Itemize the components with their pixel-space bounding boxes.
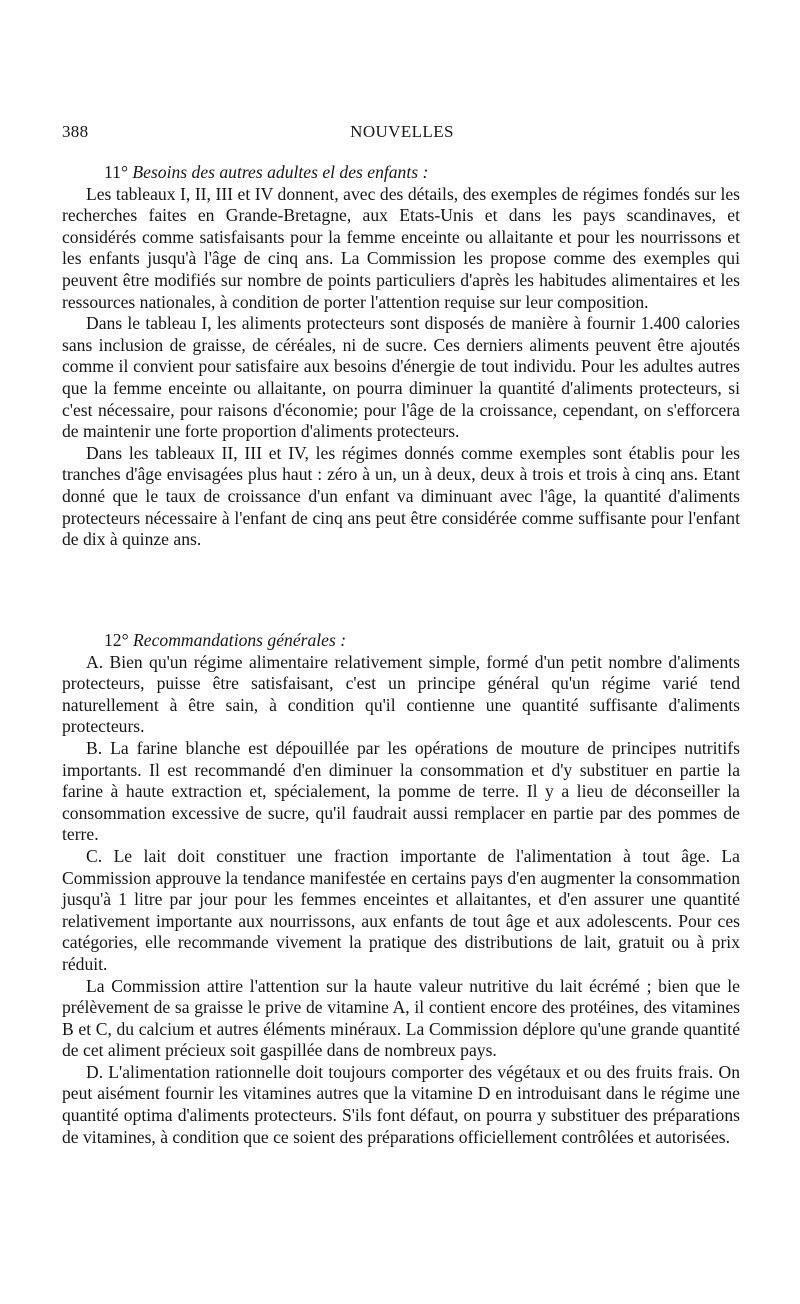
page-header	[62, 122, 742, 146]
paragraph: Les tableaux I, II, III et IV donnent, avec des détails, des exemples de régimes fondés sur les recherches faites en Grande-Bretagne, aux Etats-Unis et dans les pays scandinaves, et considérés comme satisfaisants pour la femme enceinte ou allaitante et pour les nourrissons et les enfants jusqu'à l'âge de cinq ans. La Commission les propose comme des exemples qui peuvent être modifiés sur nombre de points particuliers d'après les habitudes alimentaires et les ressources nationales, à condition de porter l'attention requise sur leur composition.	[62, 183, 740, 312]
paragraph: La Commission attire l'attention sur la haute valeur nutritive du lait écrémé ; bien que le prélèvement de sa graisse le prive de vitamine A, il contient encore des protéines, des vitamines B et C, du calcium et autres éléments minéraux. La Commission déplore qu'une grande quantité de cet aliment précieux soit gaspillée dans de nombreux pays.	[62, 975, 740, 1061]
section-number: 12°	[104, 630, 129, 650]
paragraph: Dans les tableaux II, III et IV, les régimes donnés comme exemples sont établis pour les tranches d'âge envisagées plus haut : zéro à un, un à deux, deux à trois et trois à cinq ans. Etant donné que le taux de croissance d'un enfant va diminuant avec l'âge, la quantité d'aliments protecteurs nécessaire à l'enfant de cinq ans peut être considérée comme suffisante pour l'enfant de dix à quinze ans.	[62, 442, 740, 550]
paragraph: A. Bien qu'un régime alimentaire relativement simple, formé d'un petit nombre d'aliments protecteurs, puisse être satisfaisant, c'est un principe général qu'un régime varié tend naturellement à être sain, à condition qu'il contienne une quantité suffisante d'aliments protecteurs.	[62, 651, 740, 737]
paragraph: B. La farine blanche est dépouillée par les opérations de mouture de principes nutritifs importants. Il est recommandé d'en diminuer la consommation et d'y substituer en partie la farine à haute extraction et, spécialement, la pomme de terre. Il y a lieu de déconseiller la consommation excessive de sucre, qu'il faudrait aussi remplacer en partie par des pommes de terre.	[62, 737, 740, 845]
section-12	[62, 630, 740, 1148]
section-11	[62, 162, 740, 551]
paragraph: Dans le tableau I, les aliments protecteurs sont disposés de manière à fournir 1.400 calories sans inclusion de graisse, de céréales, ni de sucre. Ces derniers aliments peuvent être ajoutés comme il convient pour satisfaire aux besoins d'énergie de tout individu. Pour les adultes autres que la femme enceinte ou allaitante, on pourra diminuer la quantité d'aliments protecteurs, si c'est nécessaire, pour raisons d'économie; pour l'âge de la croissance, cependant, on s'efforcera de maintenir une forte proportion d'aliments protecteurs.	[62, 313, 740, 442]
page-number: 388	[62, 122, 89, 141]
section-title: Recommandations générales :	[133, 630, 347, 650]
section-title: Besoins des autres adultes el des enfants :	[132, 162, 429, 182]
section-heading	[62, 162, 740, 184]
section-number: 11°	[104, 162, 128, 182]
paragraph: D. L'alimentation rationnelle doit toujours comporter des végétaux et ou des fruits frais. On peut aisément fournir les vitamines autres que la vitamine D en introduisant dans le régime une quantité optima d'aliments protecteurs. S'ils font défaut, on pourra y substituer des préparations de vitamines, à condition que ce soient des préparations officiellement contrôlées et autorisées.	[62, 1061, 740, 1147]
section-heading	[62, 630, 740, 652]
paragraph: C. Le lait doit constituer une fraction importante de l'alimentation à tout âge. La Commission approuve la tendance manifestée en certains pays d'en augmenter la consommation jusqu'à 1 litre par jour pour les femmes enceintes et allaitantes, et d'en assurer une quantité relativement importante aux nourrissons, aux enfants de tout âge et aux adolescents. Pour ces catégories, elle recommande vivement la pratique des distributions de lait, gratuit ou à prix réduit.	[62, 845, 740, 974]
running-head: NOUVELLES	[350, 122, 454, 141]
